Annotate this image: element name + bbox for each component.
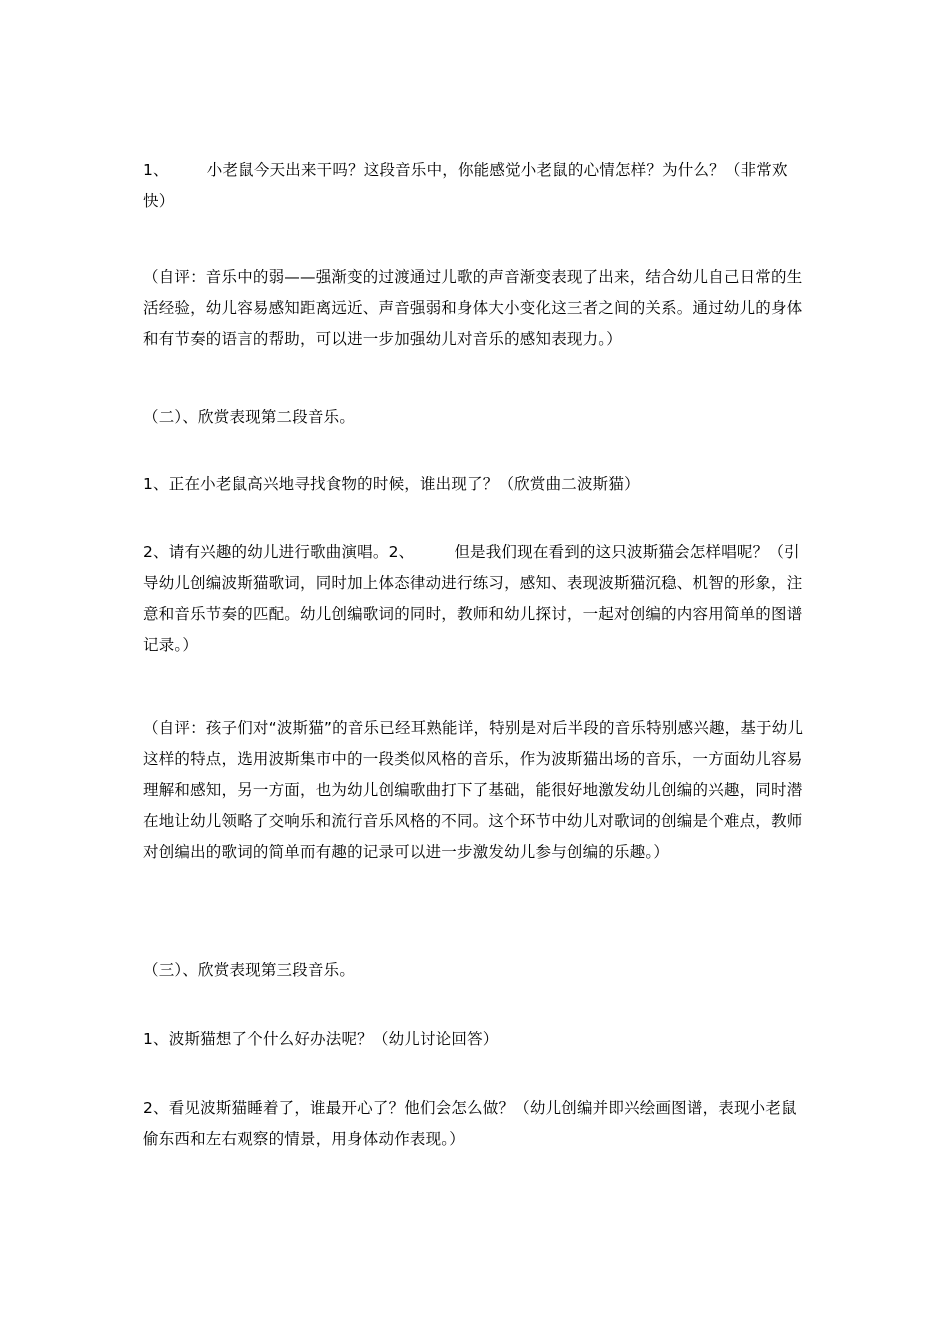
section-heading-2: （二）、欣赏表现第二段音乐。: [143, 408, 356, 426]
paragraph-text-b: 但是我们现在看到的这只波斯猫会怎样唱呢？（引导幼儿创编波斯猫歌词，同时加上体态律动进行练习，感知、表现波斯猫沉稳、机智的形象，注意和音乐节奏的匹配。幼儿创编歌词的同时，教师和幼儿探讨，一起对创编的内容用简单的图谱记录。）: [143, 543, 803, 654]
list-number: 1、: [143, 161, 169, 179]
question-paragraph-2-2: [143, 537, 808, 661]
question-paragraph-2-1: 1、正在小老鼠高兴地寻找食物的时候，谁出现了？（欣赏曲二波斯猫）: [143, 475, 640, 493]
question-paragraph-1: [143, 155, 808, 217]
question-paragraph-3-2: 2、看见波斯猫睡着了，谁最开心了？他们会怎么做？（幼儿创编并即兴绘画图谱，表现小老鼠偷东西和左右观察的情景，用身体动作表现。）: [143, 1099, 797, 1148]
section-heading-3: （三）、欣赏表现第三段音乐。: [143, 961, 356, 979]
paragraph-text-a: 2、请有兴趣的幼儿进行歌曲演唱。2、: [143, 543, 415, 561]
question-paragraph-3-1: 1、波斯猫想了个什么好办法呢？（幼儿讨论回答）: [143, 1030, 499, 1048]
self-evaluation-paragraph-2: （自评：孩子们对“波斯猫”的音乐已经耳熟能详，特别是对后半段的音乐特别感兴趣，基于幼儿这样的特点，选用波斯集市中的一段类似风格的音乐，作为波斯猫出场的音乐，一方面幼儿容易理解和感知，另一方面，也为幼儿创编歌曲打下了基础，能很好地激发幼儿创编的兴趣，同时潜在地让幼儿领略了交响乐和流行音乐风格的不同。这个环节中幼儿对歌词的创编是个难点，教师对创编出的歌词的简单而有趣的记录可以进一步激发幼儿参与创编的乐趣。）: [143, 719, 804, 861]
self-evaluation-paragraph-1: （自评：音乐中的弱——强渐变的过渡通过儿歌的声音渐变表现了出来，结合幼儿自己日常的生活经验，幼儿容易感知距离远近、声音强弱和身体大小变化这三者之间的关系。通过幼儿的身体和有节奏的语言的帮助，可以进一步加强幼儿对音乐的感知表现力。）: [143, 268, 803, 348]
paragraph-text: 小老鼠今天出来干吗？这段音乐中，你能感觉小老鼠的心情怎样？为什么？（非常欢快）: [143, 161, 788, 210]
